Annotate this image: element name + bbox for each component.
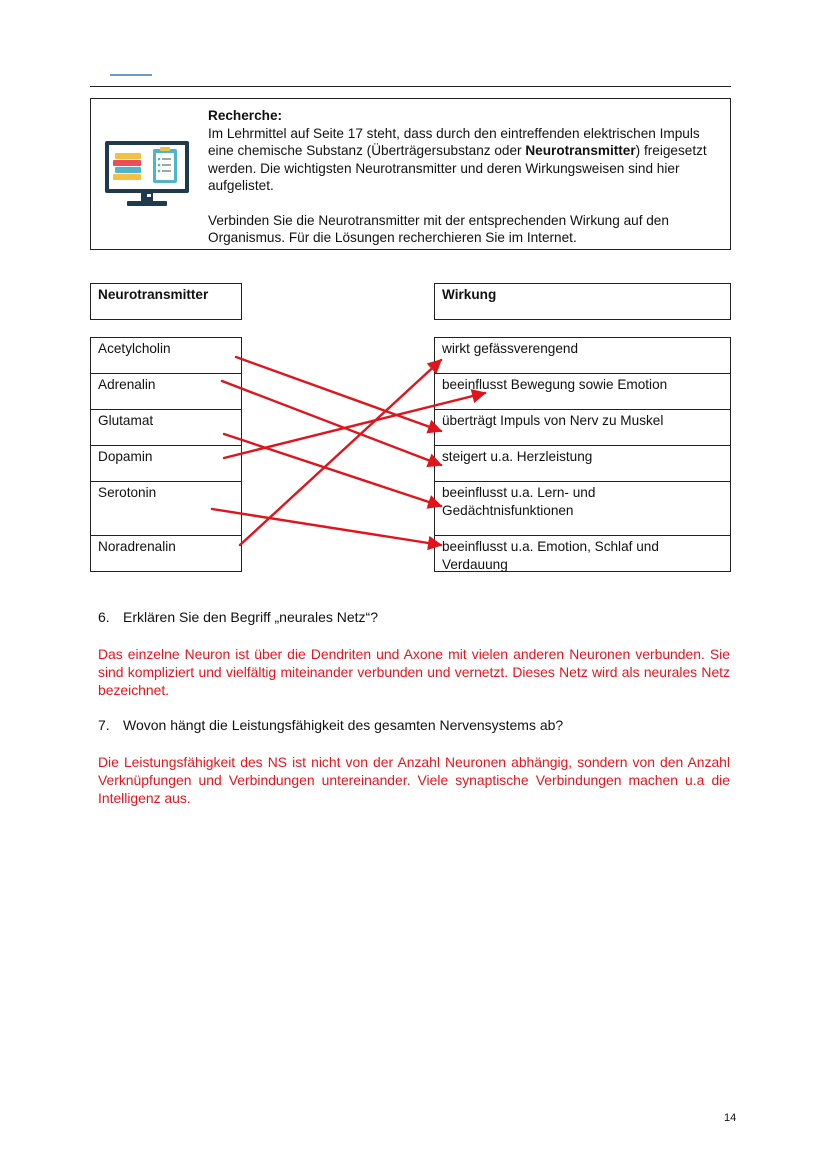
recherche-p1-part-a: Im Lehrmittel auf Seite 17 steht, dass durch den eintreffenden elektrischen Impuls eine chemische Substanz (Überträgersubstanz oder bbox=[208, 125, 700, 158]
question-6-number: 6. bbox=[98, 609, 110, 625]
question-7-text: Wovon hängt die Leistungsfähigkeit des gesamten Nervensystems ab? bbox=[123, 717, 564, 733]
connection-arrow bbox=[236, 357, 441, 431]
neurotransmitter-cell: Dopamin bbox=[90, 445, 242, 482]
neurotransmitter-header: Neurotransmitter bbox=[90, 283, 242, 320]
neurotransmitter-cell: Adrenalin bbox=[90, 373, 242, 410]
answer-6: Das einzelne Neuron ist über die Dendriten und Axone mit vielen anderen Neuronen verbunden. Sie sind kompliziert und vielfältig miteinander verbunden und vernetzt. Dieses Netz wird als neurales Netz bezeichnet. bbox=[98, 646, 730, 698]
connection-arrow bbox=[224, 393, 485, 458]
wirkung-cell: beeinflusst u.a. Emotion, Schlaf und Verdauung bbox=[434, 535, 731, 572]
question-6-text: Erklären Sie den Begriff „neurales Netz“? bbox=[123, 609, 378, 625]
question-7-number: 7. bbox=[98, 717, 110, 733]
wirkung-header: Wirkung bbox=[434, 283, 731, 320]
wirkung-cell: beeinflusst u.a. Lern- und Gedächtnisfunktionen bbox=[434, 481, 731, 536]
neurotransmitter-cell: Glutamat bbox=[90, 409, 242, 446]
wirkung-cell: steigert u.a. Herzleistung bbox=[434, 445, 731, 482]
wirkung-cell: überträgt Impuls von Nerv zu Muskel bbox=[434, 409, 731, 446]
neurotransmitter-cell: Noradrenalin bbox=[90, 535, 242, 572]
recherche-title: Recherche: bbox=[208, 108, 283, 123]
answer-7: Die Leistungsfähigkeit des NS ist nicht von der Anzahl Neuronen abhängig, sondern von den Anzahl Verknüpfungen und Verbindungen untereinander. Viele synaptische Verbindungen machen u.a die Intelligenz aus. bbox=[98, 754, 730, 806]
recherche-p1-bold: Neurotransmitter bbox=[525, 143, 636, 158]
question-6 bbox=[98, 608, 378, 626]
question-7 bbox=[98, 716, 563, 734]
neurotransmitter-cell: Acetylcholin bbox=[90, 337, 242, 374]
wirkung-cell: beeinflusst Bewegung sowie Emotion bbox=[434, 373, 731, 410]
page-number: 14 bbox=[724, 1112, 737, 1124]
connection-arrow bbox=[222, 381, 441, 465]
recherche-p1-part-b: ) freigesetzt werden. Die wichtigsten Neurotransmitter und deren Wirkungsweisen sind hier aufgelistet. bbox=[208, 143, 707, 193]
recherche-paragraph-2: Verbinden Sie die Neurotransmitter mit der entsprechenden Wirkung auf den Organismus. Für die Lösungen recherchieren Sie im Internet. bbox=[208, 212, 669, 245]
connection-arrow bbox=[224, 434, 441, 506]
neurotransmitter-cell: Serotonin bbox=[90, 481, 242, 536]
wirkung-cell: wirkt gefässverengend bbox=[434, 337, 731, 374]
